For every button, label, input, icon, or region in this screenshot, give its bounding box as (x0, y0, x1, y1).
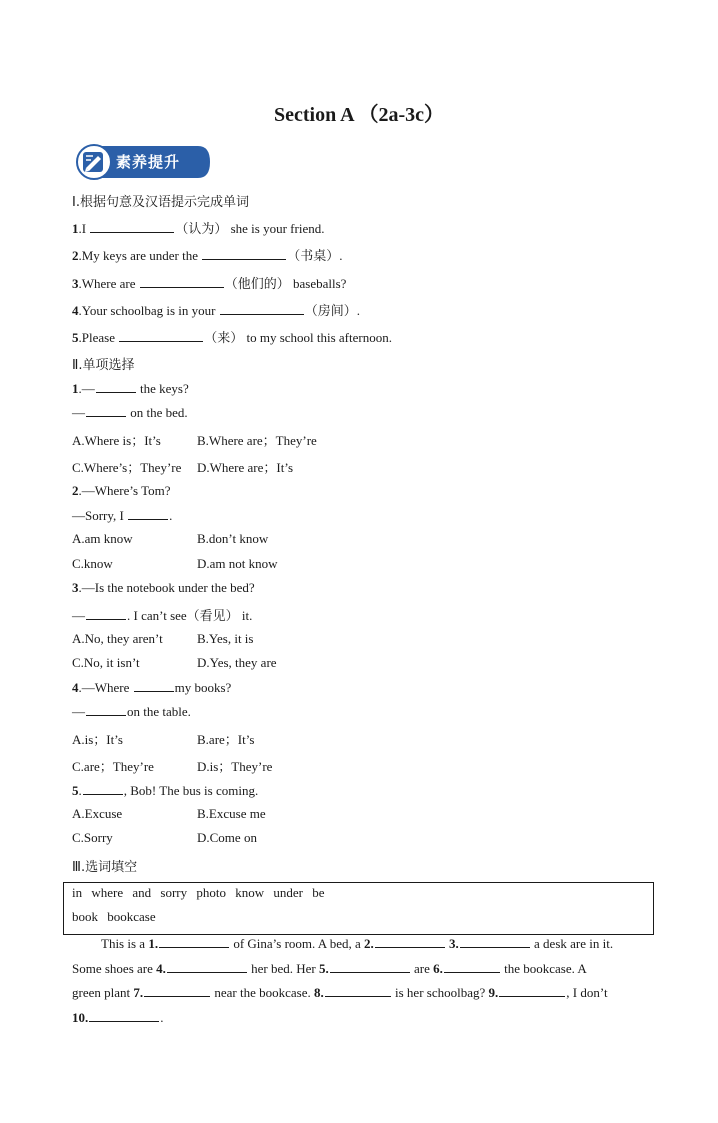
answer-blank[interactable] (128, 507, 168, 520)
part1-item-4: 4.Your schoolbag is in your （房间）. (72, 303, 361, 318)
part1-item-1: 1.I （认为） she is your friend. (72, 221, 325, 236)
q3-options-ab (72, 631, 372, 647)
word-bank-line-2: book bookcase (72, 909, 156, 924)
answer-blank[interactable] (167, 960, 247, 973)
q4-line2: — on the table. (72, 704, 191, 719)
part1-item-2: 2.My keys are under the （书桌）. (72, 248, 343, 263)
option-d[interactable]: D.Where are；It’s (197, 460, 294, 475)
answer-blank[interactable] (460, 935, 530, 948)
option-d[interactable]: D.am not know (197, 556, 278, 571)
option-c[interactable]: C.are；They’re (72, 759, 154, 774)
option-c[interactable]: C.Where’s；They’re (72, 460, 182, 475)
answer-blank[interactable] (119, 329, 203, 342)
answer-blank[interactable] (325, 984, 391, 997)
option-a[interactable]: A.am know (72, 531, 133, 546)
q2-line2: —Sorry, I . (72, 508, 173, 523)
q3-options-cd (72, 655, 372, 671)
part2-heading: Ⅱ.单项选择 (72, 358, 135, 373)
part1-heading: Ⅰ.根据句意及汉语提示完成单词 (72, 195, 249, 210)
option-a[interactable]: A.Excuse (72, 806, 123, 821)
answer-blank[interactable] (86, 703, 126, 716)
part3-heading: Ⅲ.选词填空 (72, 860, 138, 875)
q3-line1: 3.—Is the notebook under the bed? (72, 580, 255, 595)
passage-line-4: 10. . (72, 1010, 164, 1025)
q2-line1: 2.—Where’s Tom? (72, 483, 171, 498)
option-d[interactable]: D.Yes, they are (197, 655, 277, 670)
q1-line1: 1.— the keys? (72, 381, 189, 396)
option-a[interactable]: A.is；It’s (72, 732, 123, 747)
q2-options-ab (72, 531, 372, 547)
option-d[interactable]: D.is；They’re (197, 759, 273, 774)
answer-blank[interactable] (134, 679, 174, 692)
passage-line-2: Some shoes are 4. her bed. Her 5. are 6. the bookcase. A (72, 961, 587, 976)
option-b[interactable]: B.are；It’s (197, 732, 255, 747)
answer-blank[interactable] (140, 275, 224, 288)
passage-line-3: green plant 7. near the bookcase. 8. is her schoolbag? 9. , I don’t (72, 985, 608, 1000)
pencil-book-icon (83, 152, 103, 172)
option-b[interactable]: B.Yes, it is (197, 631, 254, 646)
option-a[interactable]: A.No, they aren’t (72, 631, 163, 646)
q3-line2: — . I can’t see（看见） it. (72, 608, 253, 623)
q5-options-ab (72, 806, 372, 822)
badge-label: 素养提升 (116, 153, 181, 171)
option-b[interactable]: B.Excuse me (197, 806, 266, 821)
word-bank-line-1: in where and sorry photo know under be (72, 885, 325, 900)
option-c[interactable]: C.Sorry (72, 830, 113, 845)
answer-blank[interactable] (96, 380, 136, 393)
answer-blank[interactable] (220, 302, 304, 315)
option-c[interactable]: C.No, it isn’t (72, 655, 140, 670)
answer-blank[interactable] (90, 220, 174, 233)
q5-options-cd (72, 830, 372, 846)
q2-options-cd (72, 556, 372, 572)
part1-item-5: 5.Please （来） to my school this afternoon. (72, 330, 392, 345)
answer-blank[interactable] (86, 404, 126, 417)
q4-options-cd (72, 756, 372, 775)
q4-options-ab (72, 729, 372, 748)
word-bank-box (63, 882, 654, 935)
answer-blank[interactable] (89, 1009, 159, 1022)
q1-options-cd (72, 457, 372, 476)
answer-blank[interactable] (86, 607, 126, 620)
part1-item-3: 3.Where are （他们的） baseballs? (72, 276, 347, 291)
passage-line-1: This is a 1. of Gina’s room. A bed, a 2. 3. a desk are in it. (101, 936, 614, 951)
answer-blank[interactable] (159, 935, 229, 948)
option-c[interactable]: C.know (72, 556, 113, 571)
q1-line2: — on the bed. (72, 405, 188, 420)
answer-blank[interactable] (144, 984, 210, 997)
answer-blank[interactable] (444, 960, 500, 973)
q5-line1: 5. , Bob! The bus is coming. (72, 783, 259, 798)
page-title: Section A （2a-3c） (274, 104, 444, 126)
answer-blank[interactable] (330, 960, 410, 973)
option-d[interactable]: D.Come on (197, 830, 257, 845)
answer-blank[interactable] (202, 247, 286, 260)
option-b[interactable]: B.Where are；They’re (197, 433, 317, 448)
section-badge (76, 144, 212, 180)
option-a[interactable]: A.Where is；It’s (72, 433, 161, 448)
q4-line1: 4.—Where my books? (72, 680, 232, 695)
option-b[interactable]: B.don’t know (197, 531, 269, 546)
q1-options-ab (72, 430, 372, 449)
answer-blank[interactable] (83, 782, 123, 795)
answer-blank[interactable] (499, 984, 565, 997)
answer-blank[interactable] (375, 935, 445, 948)
